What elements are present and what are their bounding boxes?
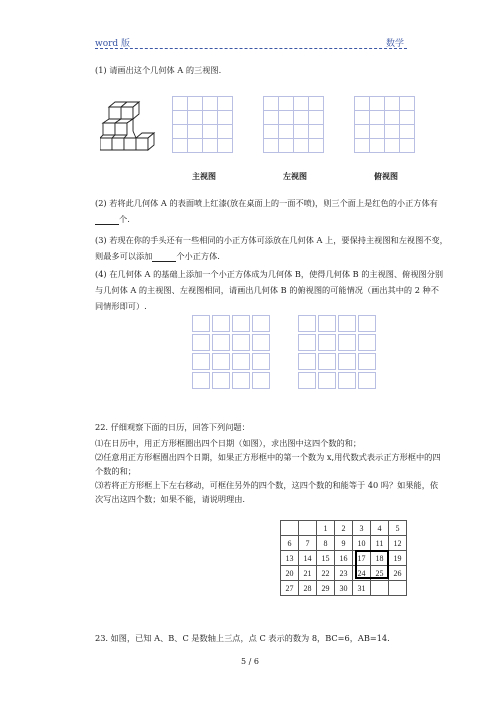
- calendar-cell: 5: [389, 521, 407, 536]
- answer-blank-2[interactable]: [95, 216, 119, 225]
- answer-blank-3[interactable]: [152, 253, 176, 262]
- q-part-2-line2: 个.: [95, 214, 130, 225]
- calendar-cell: 26: [389, 566, 407, 581]
- calendar-cell: 29: [317, 581, 335, 596]
- calendar-cell: 4: [371, 521, 389, 536]
- calendar-cell: 15: [317, 551, 335, 566]
- calendar-cell: 1: [317, 521, 335, 536]
- calendar-cell: [299, 521, 317, 536]
- q23-text: 23. 如图，已知 A、B、C 是数轴上三点，点 C 表示的数为 8，BC=6，AB=14.: [95, 633, 390, 643]
- calendar-cell: 8: [317, 536, 335, 551]
- calendar-cell: 13: [281, 551, 299, 566]
- header-divider: [95, 48, 407, 49]
- left-view-label: 左视图: [283, 172, 307, 181]
- q22-line5: 次写出这四个数；如果不能，请说明理由.: [95, 494, 245, 504]
- left-view-grid[interactable]: [263, 96, 324, 153]
- calendar-cell: 25: [371, 566, 389, 581]
- calendar-row: [281, 521, 407, 536]
- calendar-cell: 23: [335, 566, 353, 581]
- answer-grid-2[interactable]: [296, 313, 378, 391]
- calendar-cell: 31: [353, 581, 371, 596]
- calendar-cell: 6: [281, 536, 299, 551]
- calendar-cell: 27: [281, 581, 299, 596]
- calendar-cell: [371, 581, 389, 596]
- answer-grid-1[interactable]: [190, 313, 272, 391]
- header-right: 数学: [386, 39, 405, 49]
- calendar-cell: 17: [353, 551, 371, 566]
- calendar-cell: 11: [371, 536, 389, 551]
- calendar-row: [281, 581, 407, 596]
- q-part-3-line1: (3) 若现在你的手头还有一些相同的小正方体可添放在几何体 A 上，要保持主视图和左视图不变，: [95, 235, 448, 245]
- cube-solid-figure: [100, 98, 170, 154]
- calendar-cell: 10: [353, 536, 371, 551]
- calendar-cell: 28: [299, 581, 317, 596]
- q22-line1: ⑴在日历中，用正方形框圈出四个日期（如图），求出图中这四个数的和；: [95, 438, 362, 448]
- calendar-cell: 7: [299, 536, 317, 551]
- q-part-3-line2: 则最多可以添加 个小正方体.: [95, 251, 220, 261]
- calendar-cell: [389, 581, 407, 596]
- calendar-cell: [281, 521, 299, 536]
- top-view-label: 俯视图: [374, 172, 398, 181]
- calendar-cell: 12: [389, 536, 407, 551]
- calendar-cell: 30: [335, 581, 353, 596]
- calendar: [280, 520, 407, 596]
- calendar-cell: 18: [371, 551, 389, 566]
- calendar-cell: 22: [317, 566, 335, 581]
- selection-square-frame[interactable]: [355, 550, 389, 579]
- top-view-grid[interactable]: [354, 96, 415, 153]
- calendar-cell: 9: [335, 536, 353, 551]
- q22-line3: 个数的和；: [95, 466, 136, 476]
- q22-line4: ⑶若将正方形框上下左右移动，可框住另外的四个数，这四个数的和能等于 40 吗？如果能，依: [95, 480, 439, 490]
- calendar-cell: 16: [335, 551, 353, 566]
- calendar-row: [281, 536, 407, 551]
- calendar-cell: 3: [353, 521, 371, 536]
- q-part-1: (1) 请画出这个几何体 A 的三视图.: [95, 65, 222, 75]
- calendar-cell: 14: [299, 551, 317, 566]
- calendar-cell: 21: [299, 566, 317, 581]
- calendar-cell: 2: [335, 521, 353, 536]
- page-number: 5 / 6: [241, 657, 259, 666]
- front-view-grid[interactable]: [172, 96, 233, 153]
- q-part-4-line3: 同情形即可）.: [95, 301, 147, 311]
- q22-line2: ⑵任意用正方形框圈出四个日期，如果正方形框中的第一个数为 x,用代数式表示正方形框中的四: [95, 452, 441, 462]
- q-part-2-line1: (2) 若将此几何体 A 的表面喷上红漆(放在桌面上的一面不喷)，则三个面上是红色的小正方体有: [95, 198, 438, 208]
- calendar-cell: 19: [389, 551, 407, 566]
- q-part-4-line1: (4) 在几何体 A 的基础上添加一个小正方体成为几何体 B，使得几何体 B 的主视图、俯视图分别: [95, 269, 444, 279]
- calendar-cell: 20: [281, 566, 299, 581]
- front-view-label: 主视图: [192, 172, 216, 181]
- calendar-cell: 24: [353, 566, 371, 581]
- q22-title: 22. 仔细观察下面的日历，回答下列问题：: [95, 422, 250, 432]
- header-left: word 版: [95, 39, 131, 49]
- q-part-4-line2: 与几何体 A 的主视图、左视图相同，请画出几何体 B 的俯视图的可能情况（画出其中的 2 种不: [95, 285, 439, 295]
